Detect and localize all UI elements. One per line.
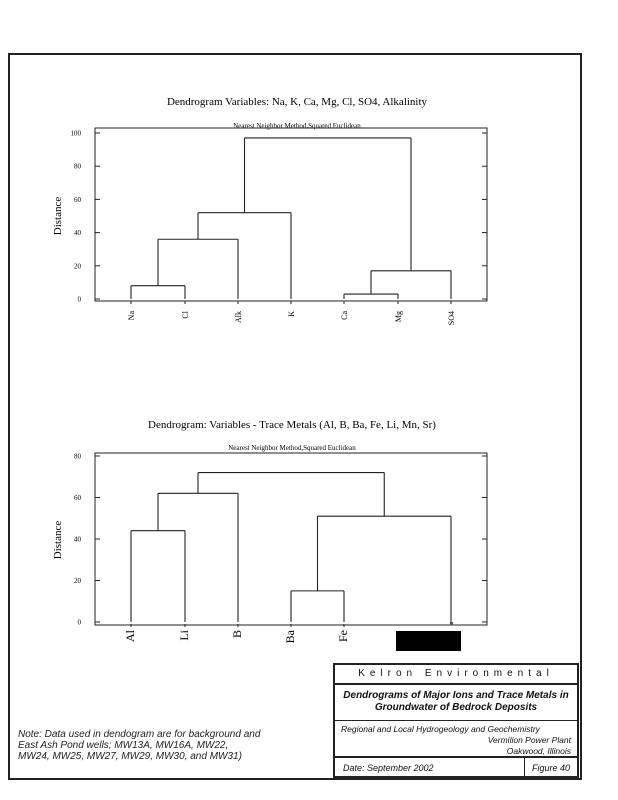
y-tick-label: 80 <box>74 452 81 461</box>
y-tick-label: 0 <box>77 295 81 304</box>
leaf-label: Li <box>177 630 191 641</box>
y-tick-label: 40 <box>74 229 81 238</box>
marker-dot <box>450 622 453 625</box>
chart2-y-axis-label: Distance <box>52 520 64 560</box>
leaf-label: Alk <box>234 311 243 323</box>
chart1-title: Dendrogram Variables: Na, K, Ca, Mg, Cl, SO4, Alkalinity <box>166 96 428 108</box>
y-tick-label: 100 <box>70 129 81 138</box>
y-tick-label: 80 <box>74 162 81 171</box>
y-tick-label: 0 <box>77 618 81 627</box>
chart2-plot <box>74 453 487 644</box>
note-line-2: East Ash Pond wells; MW13A, MW16A, MW22, <box>18 740 229 751</box>
chart1-plot <box>71 130 488 326</box>
y-tick-label: 40 <box>74 535 81 544</box>
project-line-1: Regional and Local Hydrogeology and Geochemistry <box>341 724 540 734</box>
leaf-label: Na <box>127 311 136 321</box>
chart2-title: Dendrogram: Variables - Trace Metals (Al, B, Ba, Fe, Li, Mn, Sr) <box>148 419 436 431</box>
leaf-label: Ca <box>340 311 349 320</box>
leaf-label: Fe <box>336 630 350 642</box>
chart1-y-axis-label: Distance <box>52 196 64 236</box>
figure-title-line-2: Groundwater of Bedrock Deposits <box>374 702 538 713</box>
project-line-3: Oakwood, Illinois <box>506 746 571 756</box>
y-tick-label: 60 <box>74 494 81 502</box>
leaf-label: SO4 <box>447 311 456 326</box>
data-note <box>18 729 348 762</box>
redaction-block <box>396 631 461 651</box>
leaf-label: Ba <box>283 630 297 644</box>
company-name: Kelron Environmental <box>335 665 577 685</box>
figure-title-line-1: Dendrograms of Major Ions and Trace Metals in <box>343 690 569 701</box>
y-tick-label: 20 <box>74 577 81 585</box>
leaf-label: Al <box>123 630 137 642</box>
leaf-label: K <box>287 311 296 317</box>
figure-date: Date: September 2002 <box>335 758 525 778</box>
project-info <box>335 721 577 758</box>
figure-number: Figure 40 <box>531 763 571 773</box>
chart1-subtitle: Nearest Neighbor Method,Squared Euclidean <box>233 122 361 130</box>
note-line-1: Note: Data used in dendogram are for background and <box>18 729 261 740</box>
leaf-label: Mg <box>394 311 403 323</box>
leaf-label: B <box>230 630 244 639</box>
leaf-label: Cl <box>181 311 190 319</box>
chart2-subtitle: Nearest Neighbor Method,Squared Euclidean <box>228 444 356 452</box>
y-tick-label: 20 <box>74 262 81 271</box>
title-block-footer <box>335 758 577 778</box>
note-line-3: MW24, MW25, MW27, MW29, MW30, and MW31) <box>18 751 242 762</box>
y-tick-label: 60 <box>74 195 81 204</box>
title-block <box>333 663 579 778</box>
figure-title <box>335 685 577 721</box>
project-line-2: Vermilion Power Plant <box>487 735 571 745</box>
